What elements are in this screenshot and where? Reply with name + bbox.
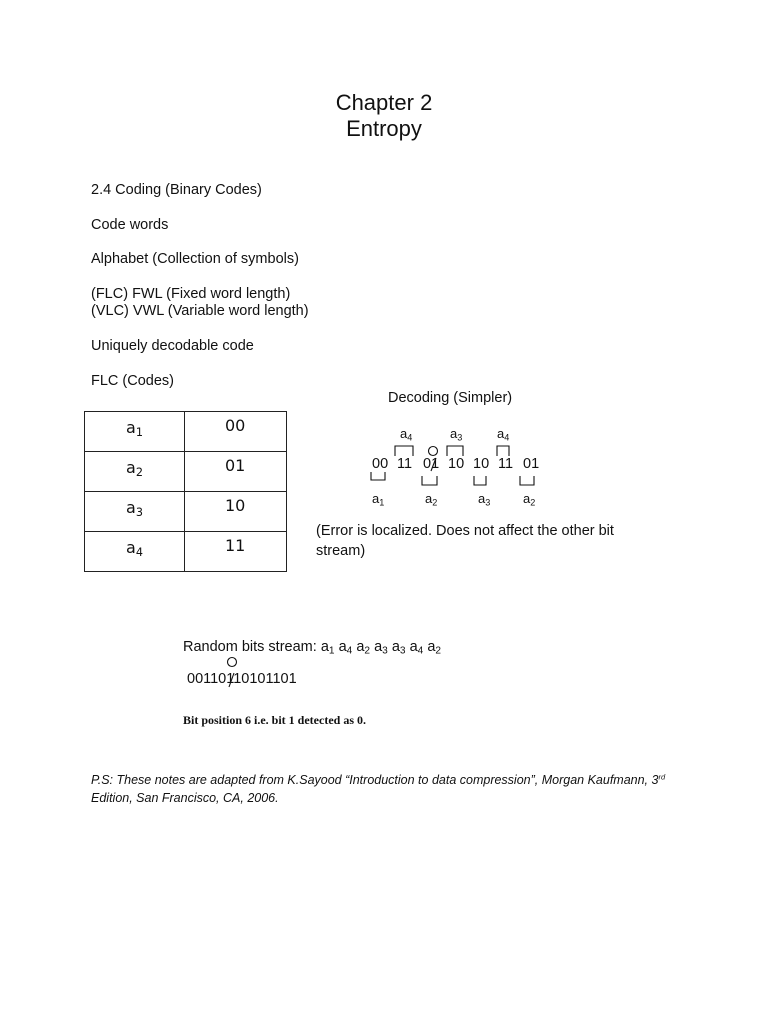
random-stream-label: Random bits stream: bbox=[183, 639, 317, 655]
symbol: $a_4$ bbox=[338, 639, 353, 657]
code-words-line: Code words bbox=[91, 217, 169, 233]
top-label: $a_4$ bbox=[400, 426, 413, 443]
random-stream-line bbox=[183, 639, 441, 656]
bit-group: 11 bbox=[397, 456, 413, 472]
vlc-line: (VLC) VWL (Variable word length) bbox=[91, 303, 309, 319]
symbol-cell: $a_3$ bbox=[85, 492, 185, 532]
symbol: $a_3$ bbox=[391, 639, 406, 657]
grouping-bracket bbox=[520, 476, 534, 485]
bottom-label: $a_2$ bbox=[425, 491, 438, 508]
grouping-bracket bbox=[474, 476, 486, 485]
uniquely-decodable-line: Uniquely decodable code bbox=[91, 338, 254, 354]
bottom-label: $a_1$ bbox=[372, 491, 385, 508]
bottom-label: $a_2$ bbox=[523, 491, 536, 508]
section-heading: 2.4 Coding (Binary Codes) bbox=[91, 182, 262, 198]
symbol-cell: $a_4$ bbox=[85, 532, 185, 572]
table-row bbox=[85, 412, 287, 452]
table-row bbox=[85, 532, 287, 572]
symbol: $a_2$ bbox=[427, 639, 442, 657]
random-bits: 00110110101101 bbox=[187, 671, 297, 687]
chapter-topic: Entropy bbox=[346, 116, 422, 141]
flc-codes-line: FLC (Codes) bbox=[91, 373, 174, 389]
bit-group: 10 bbox=[448, 456, 465, 472]
code-cell: 11 bbox=[185, 532, 287, 572]
grouping-bracket bbox=[422, 476, 437, 485]
top-label: $a_3$ bbox=[450, 426, 463, 443]
decoding-note: (Error is localized. Does not affect the other bit stream) bbox=[316, 523, 614, 559]
code-cell: 01 bbox=[185, 452, 287, 492]
table-row bbox=[85, 492, 287, 532]
code-cell: 10 bbox=[185, 492, 287, 532]
bit-group: 11 bbox=[498, 456, 514, 472]
flc-line: (FLC) FWL (Fixed word length) bbox=[91, 286, 291, 302]
symbol: $a_4$ bbox=[409, 639, 424, 657]
bit-group: 01 bbox=[523, 456, 540, 472]
grouping-bracket bbox=[395, 446, 413, 456]
bit-group: 10 bbox=[473, 456, 490, 472]
alphabet-line: Alphabet (Collection of symbols) bbox=[91, 251, 299, 267]
bit-group: 01 bbox=[423, 456, 440, 472]
chapter-number: Chapter 2 bbox=[335, 90, 433, 115]
table-row bbox=[85, 452, 287, 492]
code-table bbox=[84, 411, 287, 572]
bottom-label: $a_3$ bbox=[478, 491, 491, 508]
symbol-cell: $a_2$ bbox=[85, 452, 185, 492]
decoding-title: Decoding (Simpler) bbox=[388, 390, 513, 406]
symbol-cell: $a_1$ bbox=[85, 412, 185, 452]
bit-error-note: Bit position 6 i.e. bit 1 detected as 0. bbox=[183, 713, 366, 727]
error-bit-marker bbox=[228, 658, 237, 667]
symbol: $a_1$ bbox=[320, 639, 335, 657]
top-label: $a_4$ bbox=[497, 426, 510, 443]
code-cell: 00 bbox=[185, 412, 287, 452]
symbol: $a_3$ bbox=[374, 639, 388, 657]
grouping-bracket bbox=[447, 446, 463, 456]
grouping-bracket bbox=[497, 446, 509, 456]
error-bit-marker bbox=[429, 447, 438, 456]
footnote: P.S: These notes are adapted from K.Sayood “Introduction to data compression”, Morgan Kaufmann, 3rd Edition, San Francisco, CA, 2006. bbox=[91, 772, 666, 805]
symbol: $a_2$ bbox=[356, 639, 371, 657]
bit-group: 00 bbox=[372, 456, 389, 472]
grouping-bracket bbox=[371, 472, 385, 480]
